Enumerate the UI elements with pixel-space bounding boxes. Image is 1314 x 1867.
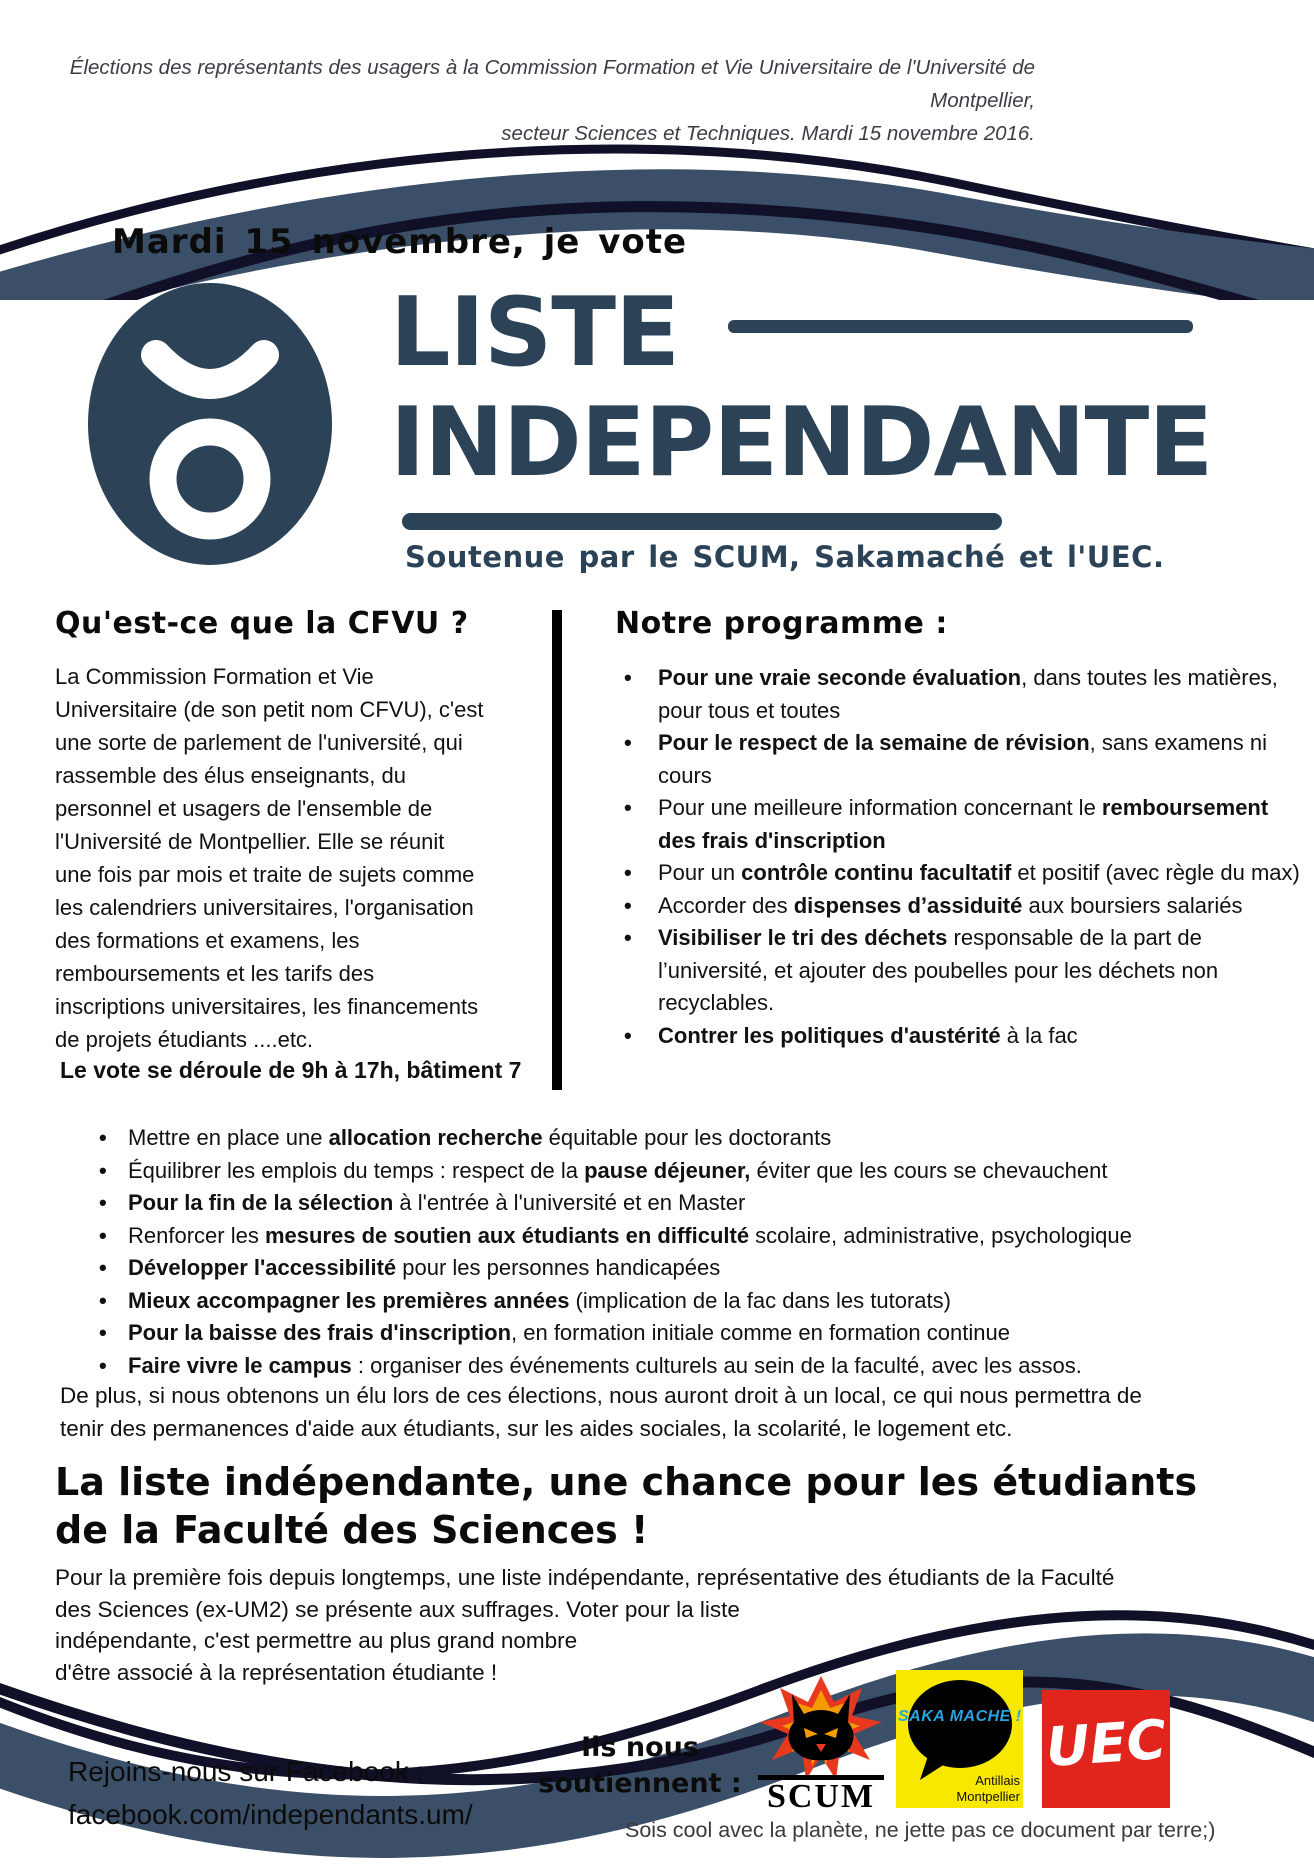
- chance-paragraph-line: indépendante, c'est permettre au plus grand nombre: [55, 1628, 578, 1653]
- title-rule-right: [728, 320, 1193, 333]
- election-note-line1: Élections des représentants des usagers à la Commission Formation et Vie Universitaire de l'Université de Montpellier,: [69, 56, 1035, 112]
- cfvu-body-line: une fois par mois et traite de sujets comme: [55, 862, 475, 887]
- program-item: • Pour une vraie seconde évaluation, dans toutes les matières, pour tous et toutes: [612, 662, 1308, 727]
- cfvu-body-line: remboursements et les tarifs des: [55, 961, 375, 986]
- saka-mache-logo: [896, 1670, 1023, 1808]
- chance-paragraph-line: des Sciences (ex-UM2) se présente aux suffrages. Voter pour la liste: [55, 1596, 740, 1622]
- chance-heading-line2: de la Faculté des Sciences !: [55, 1508, 649, 1552]
- scum-logo: [752, 1676, 890, 1816]
- facebook-block: [68, 1750, 473, 1836]
- chance-paragraph-line: Pour la première fois depuis longtemps, une liste indépendante, représentative des étudiants de la Faculté: [55, 1565, 1115, 1590]
- support-tagline: Soutenue par le SCUM, Sakamaché et l'UEC.: [405, 540, 1165, 574]
- program-item: • Accorder des dispenses d’assiduité aux boursiers salariés: [612, 890, 1308, 923]
- cfvu-body-line: une sorte de parlement de l'université, qui: [55, 730, 463, 755]
- chance-heading: [55, 1458, 1197, 1554]
- cfvu-body-line: de projets étudiants ....etc.: [55, 1027, 314, 1052]
- vote-date-kicker: Mardi 15 novembre, je vote: [112, 222, 688, 262]
- program-item: • Pour le respect de la semaine de révision, sans examens ni cours: [612, 727, 1308, 792]
- facebook-url: facebook.com/independants.um/: [68, 1799, 473, 1830]
- cfvu-heading: Qu'est-ce que la CFVU ?: [55, 606, 469, 641]
- program-item: • Mettre en place une allocation recherche équitable pour les doctorants: [90, 1122, 1305, 1155]
- local-paragraph: [60, 1380, 1300, 1445]
- program-item: • Faire vivre le campus : organiser des événements culturels au sein de la faculté, avec les assos.: [90, 1350, 1305, 1383]
- cfvu-body-line: inscriptions universitaires, les financements: [55, 994, 479, 1019]
- supporters-label-line2: soutiennent :: [538, 1768, 742, 1799]
- cfvu-body-line: l'Université de Montpellier. Elle se réunit: [55, 829, 445, 854]
- cfvu-body-line: des formations et examens, les: [55, 928, 360, 953]
- saka-mache-subtext: [956, 1773, 1020, 1805]
- chance-paragraph-line: d'être associé à la représentation étudiante !: [55, 1659, 498, 1685]
- program-item: • Pour la baisse des frais d'inscription, en formation initiale comme en formation continue: [90, 1317, 1305, 1350]
- scum-wordmark: SCUM: [766, 1778, 876, 1815]
- title-liste: LISTE: [390, 278, 679, 388]
- program-item: • Contrer les politiques d'austérité à la fac: [612, 1020, 1308, 1053]
- top-wave-decoration: [0, 90, 1314, 300]
- title-rule-under: [402, 513, 1002, 530]
- program-item: • Équilibrer les emplois du temps : respect de la pause déjeuner, éviter que les cours se chevauchent: [90, 1155, 1305, 1188]
- program-list: [612, 662, 1308, 1052]
- supporters-label: [500, 1730, 780, 1802]
- program-item: • Développer l'accessibilité pour les personnes handicapées: [90, 1252, 1305, 1285]
- uec-logo: [1042, 1690, 1170, 1808]
- vote-info: Le vote se déroule de 9h à 17h, bâtiment 7: [60, 1057, 522, 1083]
- cfvu-body: [55, 660, 555, 1056]
- supporters-label-line1: Ils nous: [581, 1732, 699, 1763]
- facebook-label: Rejoins-nous sur Facebook :: [68, 1756, 425, 1787]
- program-item: • Pour une meilleure information concernant le remboursement des frais d'inscription: [612, 792, 1308, 857]
- program-item: • Visibiliser le tri des déchets responsable de la part de l’université, et ajouter des poubelles pour les déchets non recyclables.: [612, 922, 1308, 1020]
- cfvu-body-line: personnel et usagers de l'ensemble de: [55, 796, 433, 821]
- cfvu-body-line: les calendriers universitaires, l'organisation: [55, 895, 474, 920]
- title-independante: INDEPENDANTE: [390, 388, 1213, 498]
- local-paragraph-line: De plus, si nous obtenons un élu lors de ces élections, nous auront droit à un local, ce qui nous permettra de: [60, 1383, 1142, 1408]
- program-list-extra: [90, 1122, 1305, 1382]
- scum-cat-icon: [752, 1676, 890, 1780]
- program-item: • Pour la fin de la sélection à l'entrée à l'université et en Master: [90, 1187, 1305, 1220]
- program-heading: Notre programme :: [615, 606, 948, 641]
- uec-wordmark: UEC: [1043, 1707, 1169, 1780]
- saka-sub-line2: Montpellier: [956, 1789, 1020, 1804]
- liste-independante-logo: [88, 283, 332, 565]
- eco-note: Sois cool avec la planète, ne jette pas ce document par terre;): [625, 1818, 1216, 1842]
- cfvu-body-line: Universitaire (de son petit nom CFVU), c'est: [55, 697, 484, 722]
- cfvu-body-line: rassemble des élus enseignants, du: [55, 763, 406, 788]
- speech-bubble-icon: [902, 1678, 1014, 1782]
- saka-mache-wordmark: SAKA MACHE !: [898, 1708, 1022, 1725]
- election-note-line2: secteur Sciences et Techniques. Mardi 15 novembre 2016.: [501, 121, 1035, 145]
- chance-heading-line1: La liste indépendante, une chance pour les étudiants: [55, 1460, 1198, 1504]
- saka-sub-line1: Antillais: [975, 1773, 1020, 1788]
- local-paragraph-line: tenir des permanences d'aide aux étudiants, sur les aides sociales, la scolarité, le logement etc.: [60, 1415, 1013, 1441]
- program-item: • Mieux accompagner les premières années (implication de la fac dans les tutorats): [90, 1285, 1305, 1318]
- program-item: • Renforcer les mesures de soutien aux étudiants en difficulté scolaire, administrative, psychologique: [90, 1220, 1305, 1253]
- cfvu-body-line: La Commission Formation et Vie: [55, 664, 374, 689]
- program-item: • Pour un contrôle continu facultatif et positif (avec règle du max): [612, 857, 1308, 890]
- column-divider: [552, 610, 562, 1090]
